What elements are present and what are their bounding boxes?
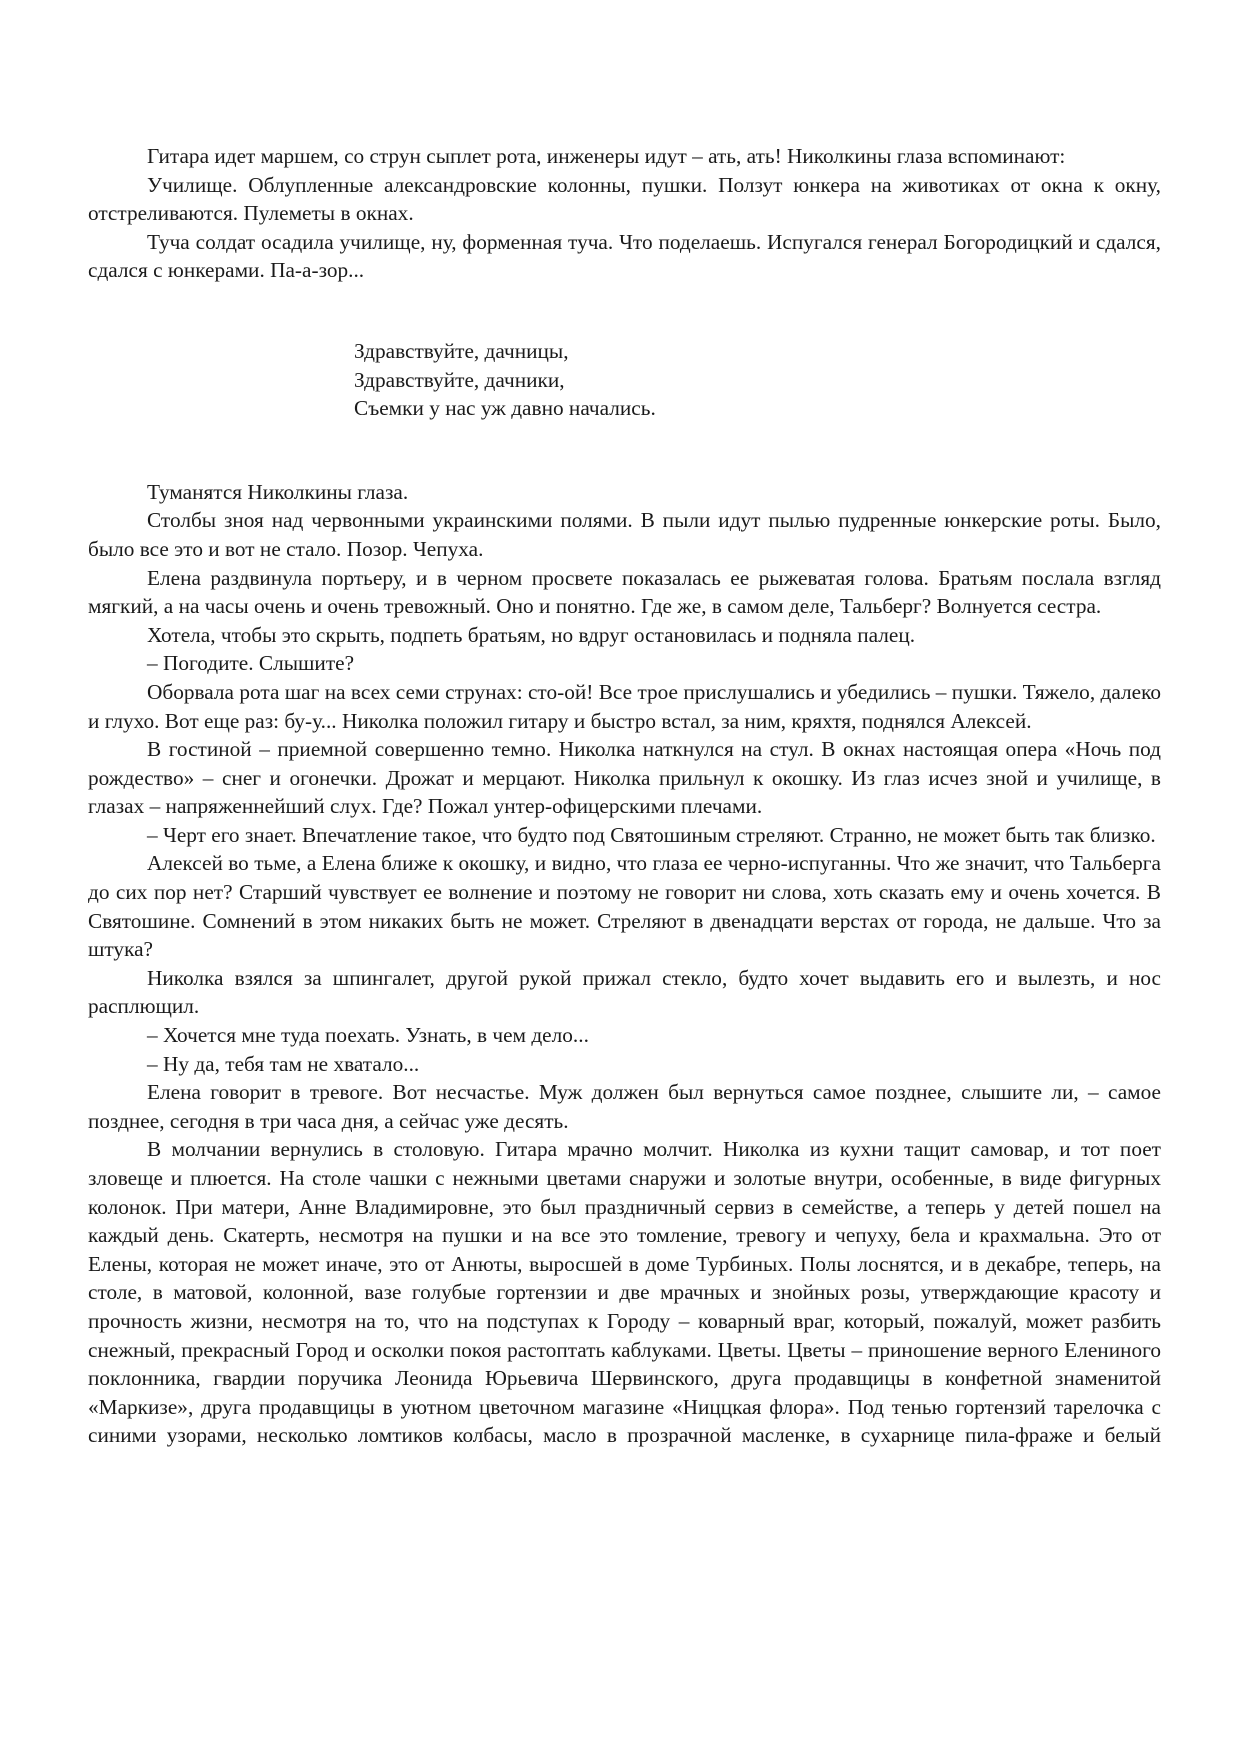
paragraph: Оборвала рота шаг на всех семи струнах: сто-ой! Все трое прислушались и убедились – пушки. Тяжело, далеко и глухо. Вот еще раз: бу-у... Николка положил гитару и быстро встал, за ним, кряхтя, поднялся Алексей. bbox=[88, 679, 1161, 733]
body-text bbox=[88, 142, 1161, 1450]
paragraph: – Погодите. Слышите? bbox=[147, 651, 355, 676]
paragraph-continued: В молчании вернулись в столовую. Гитара мрачно молчит. Николка из кухни тащит самовар, и тот поет зловеще и плюется. На столе чашки с нежными цветами снаружи и золотые внутри, особенные, в виде фигурных колонок. При матери, Анне Владимировне, это был праздничный сервиз в семействе, а теперь у детей пошел на каждый день. Скатерть, несмотря на пушки и на все это томление, тревогу и чепуху, бела и крахмальна. Это от Елены, которая не может иначе, это от Анюты, выросшей в доме Турбиных. Полы лоснятся, и в декабре, теперь, на столе, в матовой, колонной, вазе голубые гортензии и две мрачных и знойных розы, утверждающие красоту и прочность жизни, несмотря на то, что на подступах к Городу – коварный враг, который, пожалуй, может разбить снежный, прекрасный Город и осколки покоя растоптать каблуками. Цветы. Цветы – приношение верного Елениного поклонника, гвардии поручика Леонида Юрьевича Шервинского, друга продавщицы в конфетной знаменитой «Маркизе», друга продавщицы в уютном цветочном магазине «Ниццкая флора». Под тенью гортензий тарелочка с синими узорами, несколько ломтиков колбасы, масло в прозрачной масленке, в сухарнице пила-фраже и белый bbox=[88, 1137, 1161, 1448]
poem-line: Здравствуйте, дачники, bbox=[354, 367, 565, 392]
paragraph: Туманятся Николкины глаза. bbox=[147, 479, 409, 504]
paragraph: Хотела, чтобы это скрыть, подпеть братьям, но вдруг остановилась и подняла палец. bbox=[147, 622, 916, 647]
poem-line: Здравствуйте, дачницы, bbox=[354, 338, 569, 363]
paragraph: Училище. Облупленные александровские колонны, пушки. Ползут юнкера на животиках от окна к окну, отстреливаются. Пулеметы в окнах. bbox=[88, 172, 1161, 226]
paragraph: В гостиной – приемной совершенно темно. Николка наткнулся на стул. В окнах настоящая опера «Ночь под рождество» – снег и огонечки. Дрожат и мерцают. Николка прильнул к окошку. Из глаз исчез зной и училище, в глазах – напряженнейший слух. Где? Пожал унтер-офицерскими плечами. bbox=[88, 737, 1161, 819]
poem-line: Съемки у нас уж давно начались. bbox=[354, 396, 656, 421]
paragraph: Туча солдат осадила училище, ну, форменная туча. Что поделаешь. Испугался генерал Богородицкий и сдался, сдался с юнкерами. Па-а-зор... bbox=[88, 229, 1161, 283]
paragraph: Столбы зноя над червонными украинскими полями. В пыли идут пылью пудренные юнкерские роты. Было, было все это и вот не стало. Позор. Чепуха. bbox=[88, 508, 1161, 561]
paragraph: Елена говорит в тревоге. Вот несчастье. Муж должен был вернуться самое позднее, слышите ли, – самое позднее, сегодня в три часа дня, а сейчас уже десять. bbox=[88, 1080, 1161, 1133]
paragraph: Николка взялся за шпингалет, другой рукой прижал стекло, будто хочет выдавить его и вылезть, и нос расплющил. bbox=[88, 965, 1161, 1019]
paragraph: – Хочется мне туда поехать. Узнать, в чем дело... bbox=[147, 1023, 589, 1048]
paragraph: Гитара идет маршем, со струн сыплет рота, инженеры идут – ать, ать! Николкины глаза вспоминают: bbox=[147, 144, 1066, 168]
paragraph: – Черт его знает. Впечатление такое, что будто под Святошиным стреляют. Странно, не может быть так близко. bbox=[147, 822, 1156, 847]
paragraph: Елена раздвинула портьеру, и в черном просвете показалась ее рыжеватая голова. Братьям послала взгляд мягкий, а на часы очень и очень тревожный. Оно и понятно. Где же, в самом деле, Тальберг? Волнуется сестра. bbox=[88, 565, 1161, 619]
paragraph: Алексей во тьме, а Елена ближе к окошку, и видно, что глаза ее черно-испуганны. Что же значит, что Тальберга до сих пор нет? Старший чувствует ее волнение и поэтому не говорит ни слова, хоть сказать ему и очень хочется. В Святошине. Сомнений в этом никаких быть не может. Стреляют в двенадцати верстах от города, не дальше. Что за штука? bbox=[88, 851, 1161, 962]
paragraph: – Ну да, тебя там не хватало... bbox=[147, 1051, 420, 1076]
poem-stanza bbox=[354, 337, 1161, 423]
